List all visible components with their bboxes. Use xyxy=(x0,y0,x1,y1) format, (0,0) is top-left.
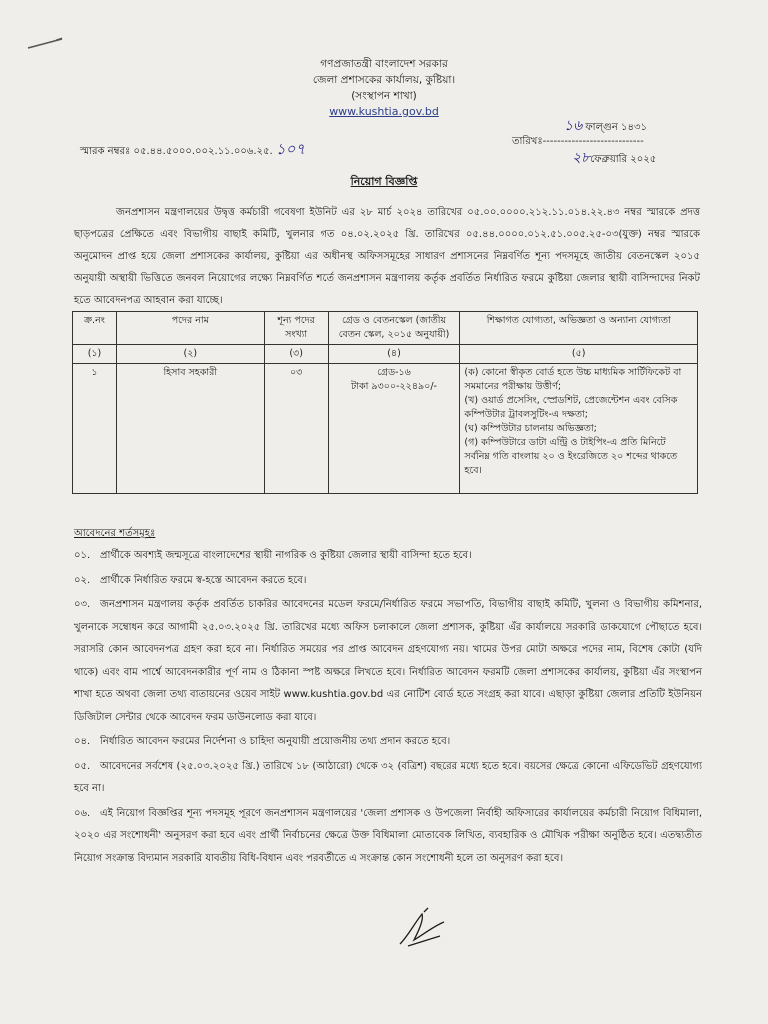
condition-text: আবেদনের সর্বশেষ (২৫.০৩.২০২৫ খ্রি.) তারিখে ১৮ (আঠারো) থেকে ৩২ (বত্রিশ) বছরের মধ্যে হতে হবে। বয়সের ক্ষেত্রে কোনো এফিডেভিট গ্রহণযোগ্য হবে না। xyxy=(74,760,702,794)
date-label: তারিখঃ---------------------------- xyxy=(512,136,644,147)
english-date xyxy=(572,150,656,168)
condition-item xyxy=(74,545,702,568)
condition-item xyxy=(74,803,702,871)
condition-number: ০৬. xyxy=(74,807,91,819)
qualification-item: (খ) ওয়ার্ড প্রসেসিং, স্প্রেডশিট, প্রেজেন্টেশন এবং বেসিক কম্পিউটার ট্রাবলসুটিং-এ দক্ষতা; xyxy=(464,395,678,420)
condition-text: জনপ্রশাসন মন্ত্রণালয় কর্তৃক প্রবর্তিত চাকরির আবেদনের মডেল ফরমে/নির্ধারিত ফরমে সভাপতি, বিভাগীয় বাছাই কমিটি, খুলনা ও বিভাগীয় কমিশনার, খুলনাকে সম্বোধন করে আগামী ২৫.০৩.২০২৫ খ্রি. তারিখের মধ্যে অফিস চলাকালে জেলা প্রশাসক, কুষ্টিয়া এঁর কার্যালয়ে সরকারি ডাকযোগে পৌছাতে হবে। সরাসরি কোন আবেদনপত্র গ্রহণ করা হবে না। নির্ধারিত সময়ের পর প্রাপ্ত আবেদন গ্রহণযোগ্য নয়। খামের উপর মোটা অক্ষরে পদের নাম, বিশেষ কোটা (যদি থাকে) এবং বাম পার্শ্বে আবেদনকারীর পূর্ণ নাম ও ঠিকানা স্পষ্ট অক্ষরে লিখতে হবে। নির্ধারিত আবেদন ফরমটি জেলা প্রশাসকের কার্যালয়, কুষ্টিয়া এঁর সংস্থাপন শাখা হতে অথবা জেলা তথ্য বাতায়নের ওয়েব সাইট www.kushtia.gov.bd এর নোটিশ বোর্ড হতে সংগ্রহ করা যাবে। এছাড়া কুষ্টিয়া জেলার প্রতিটি ইউনিয়ন ডিজিটাল সেন্টার থেকে আবেদন ফরম ডাউনলোড করা যাবে। xyxy=(74,599,702,723)
qualification-item: (গ) কম্পিউটারে ডাটা এন্ট্রি ও টাইপিং-এ প্রতি মিনিটে সর্বনিম্ন গতি বাংলায় ২০ ও ইংরেজিতে ২০ শব্দের থাকতে হবে। xyxy=(464,437,678,476)
condition-number: ০১. xyxy=(74,550,91,561)
notice-title: নিয়োগ বিজ্ঞপ্তি xyxy=(350,175,418,188)
eng-day: ২৮ xyxy=(572,150,591,166)
condition-item xyxy=(74,594,702,729)
vacancy-table xyxy=(72,311,698,494)
condition-number: ০৪. xyxy=(74,736,91,747)
table-header-row xyxy=(73,312,698,345)
website-link[interactable]: www.kushtia.gov.bd xyxy=(329,105,439,118)
condition-item xyxy=(74,756,702,801)
table-number-row xyxy=(73,345,698,364)
condition-text: এই নিয়োগ বিজ্ঞপ্তির শূন্য পদসমূহ পূরণে জনপ্রশাসন মন্ত্রণালয়ের 'জেলা প্রশাসক ও উপজেলা নির্বাহী অফিসারের কার্যালয়ের কর্মচারী নিয়োগ বিধিমালা, ২০২০ এর সংশোধনী' অনুসরণ করা হবে এবং প্রার্থী নির্বাচনের ক্ষেত্রে উক্ত বিধিমালা মোতাবেক লিখিত, ব্যবহারিক ও মৌখিক পরীক্ষা অনুষ্ঠিত হবে। এতদ্ব্যতীত নিয়োগ সংক্রান্ত বিদ্যমান সরকারি যাবতীয় বিধি-বিধান এবং পরবর্তীতে এ সংক্রান্ত কোন সংশোধনী হলে তা অনুসরণ করা হবে। xyxy=(74,807,702,864)
qualification-item: (ঘ) কম্পিউটার চালনায় অভিজ্ঞতা; xyxy=(464,423,597,434)
col-post: পদের নাম xyxy=(116,312,264,345)
office-name: জেলা প্রশাসকের কার্যালয়, কুষ্টিয়া। xyxy=(312,74,456,86)
memo-number xyxy=(80,138,305,163)
row-grade xyxy=(328,364,460,494)
letterhead xyxy=(0,56,768,120)
table-row xyxy=(73,364,698,494)
signature xyxy=(394,906,454,950)
col-serial: ক্র.নং xyxy=(73,312,117,345)
scale-value: টাকা ৯৩০০-২২৪৯০/- xyxy=(351,381,437,392)
col-number: (৫) xyxy=(460,345,698,364)
col-number: (২) xyxy=(116,345,264,364)
condition-number: ০৫. xyxy=(74,760,91,772)
branch-name: (সংস্থাপন শাখা) xyxy=(351,90,417,102)
pen-mark xyxy=(26,36,66,50)
condition-item xyxy=(74,731,702,754)
bangla-day: ১৬ xyxy=(564,118,583,134)
condition-number: ০৩. xyxy=(74,599,91,610)
condition-text: প্রার্থীকে নির্ধারিত ফরমে স্ব-হস্তে আবেদন করতে হবে। xyxy=(100,574,307,586)
condition-text: প্রার্থীকে অবশ্যই জন্মসূত্রে বাংলাদেশের স্থায়ী নাগরিক ও কুষ্টিয়া জেলার স্থায়ী বাসিন্দা হতে হবে। xyxy=(100,550,472,561)
row-serial: ১ xyxy=(73,364,117,494)
condition-number: ০২. xyxy=(74,574,91,586)
col-grade: গ্রেড ও বেতনস্কেল (জাতীয় বেতন স্কেল, ২০১৫ অনুযায়ী) xyxy=(328,312,460,345)
condition-item xyxy=(74,570,702,593)
conditions-heading: আবেদনের শর্তসমূহঃ xyxy=(74,528,156,539)
col-qualification: শিক্ষাগত যোগ্যতা, অভিজ্ঞতা ও অন্যান্য যোগ্যতা xyxy=(460,312,698,345)
qualification-item: (ক) কোনো স্বীকৃত বোর্ড হতে উচ্চ মাধ্যমিক সার্টিফিকেট বা সমমানের পরীক্ষায় উত্তীর্ণ; xyxy=(464,367,682,392)
bangla-month-year: ফাল্গুন ১৪৩১ xyxy=(585,122,648,133)
row-qualifications xyxy=(460,364,698,494)
grade-value: গ্রেড-১৬ xyxy=(377,367,411,378)
col-number: (৪) xyxy=(328,345,460,364)
eng-month-year: ফেব্রুয়ারি ২০২৫ xyxy=(590,154,657,165)
col-count: শূন্য পদের সংখ্যা xyxy=(264,312,328,345)
col-number: (৩) xyxy=(264,345,328,364)
row-post: হিসাব সহকারী xyxy=(116,364,264,494)
memo-handwritten-no: ১০৭ xyxy=(275,140,306,158)
condition-text: নির্ধারিত আবেদন ফরমের নির্দেশনা ও চাহিদা অনুযায়ী প্রয়োজনীয় তথ্য প্রদান করতে হবে। xyxy=(100,736,451,747)
row-count: ০৩ xyxy=(264,364,328,494)
memo-label: স্মারক নম্বরঃ ০৫.৪৪.৫০০০.০০২.১১.০০৬.২৫. xyxy=(80,146,273,157)
intro-paragraph: জনপ্রশাসন মন্ত্রণালয়ের উদ্বৃত্ত কর্মচারী গবেষণা ইউনিট এর ২৮ মার্চ ২০২৪ তারিখের ০৫.০০.০০০০.২১২.১১.০১৪.২২.৪৩ নম্বর স্মারকে প্রদত্ত ছাড়পত্রের প্রেক্ষিতে এবং বিভাগীয় বাছাই কমিটি, খুলনার গত ০৪.০২.২০২৫ খ্রি. তারিখের ০৫.৪৪.০০০০.০১২.৫১.০০৫.২৫-০৩(যুক্ত) নম্বর স্মারকে অনুমোদন প্রাপ্ত হয়ে জেলা প্রশাসকের কার্যালয়, কুষ্টিয়া এর অধীনস্থ অফিসসমূহের সাধারণ প্রশাসনের নিম্নবর্ণিত শূন্য পদসমূহে জাতীয় বেতনস্কেল ২০১৫ অনুযায়ী অস্থায়ী ভিত্তিতে জনবল নিয়োগের লক্ষ্যে নিম্নবর্ণিত শর্তে জনপ্রশাসন মন্ত্রণালয় কর্তৃক প্রবর্তিত নির্ধারিত ফরমে কুষ্টিয়া জেলার স্থায়ী বাসিন্দাদের নিকট হতে আবেদনপত্র আহবান করা যাচ্ছে। xyxy=(74,207,700,306)
govt-name: গণপ্রজাতন্ত্রী বাংলাদেশ সরকার xyxy=(320,58,448,70)
conditions-list xyxy=(74,545,702,872)
col-number: (১) xyxy=(73,345,117,364)
